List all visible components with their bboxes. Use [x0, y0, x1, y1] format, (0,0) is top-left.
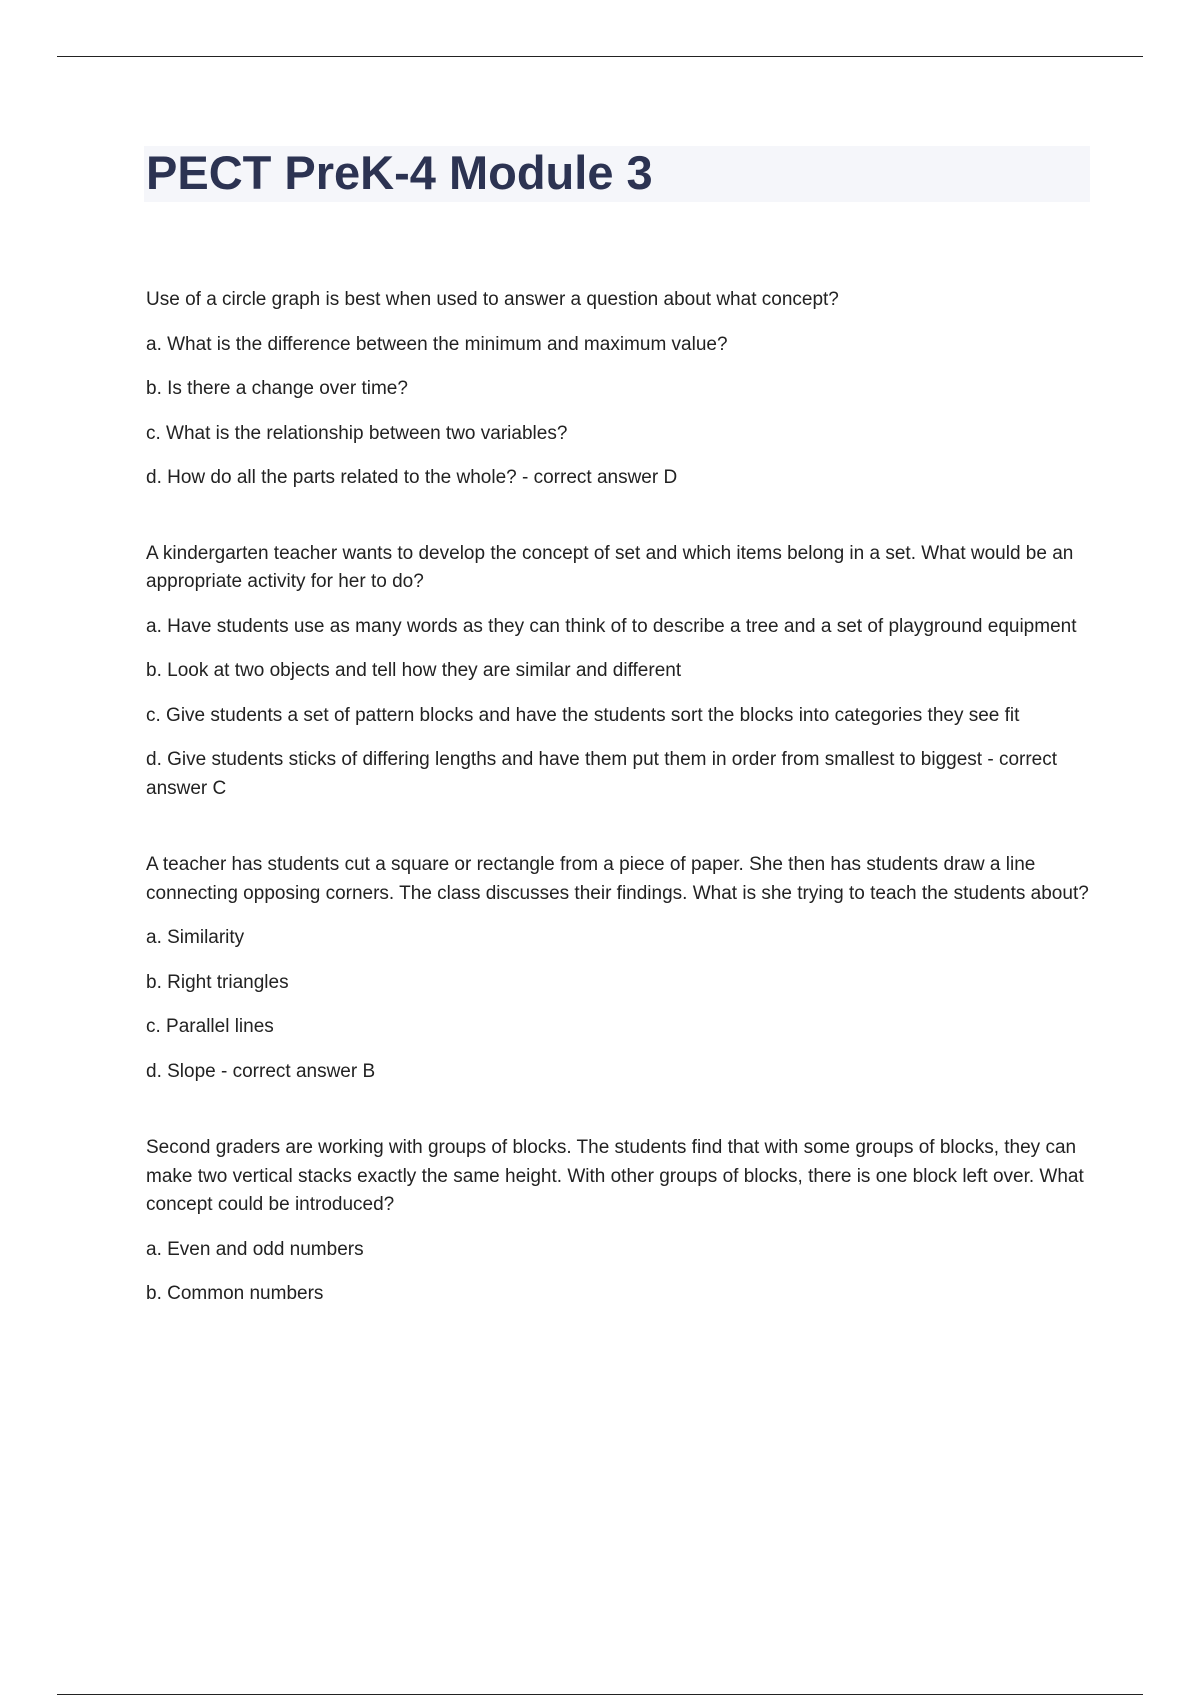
page-title: PECT PreK-4 Module 3 [146, 146, 653, 199]
answer-option-b: b. Right triangles [146, 971, 289, 993]
question-text: A teacher has students cut a square or rectangle from a piece of paper. She then has students draw a line connecting opposing corners. The class discusses their findings. What is she trying to teach the students about? [146, 854, 1089, 904]
question-4 [146, 1134, 1096, 1309]
answer-option-a: a. Similarity [146, 927, 245, 948]
question-list [146, 286, 1096, 1355]
answer-option-b: b. Common numbers [146, 1283, 324, 1304]
bottom-rule [57, 1694, 1143, 1695]
question-2 [146, 540, 1096, 804]
answer-option-d: d. How do all the parts related to the whole? - correct answer D [146, 467, 678, 488]
answer-option-b: b. Look at two objects and tell how they are similar and different [146, 660, 682, 681]
answer-option-c: c. Give students a set of pattern blocks and have the students sort the blocks into categories they see fit [146, 704, 1020, 726]
answer-option-d: d. Slope - correct answer B [146, 1060, 376, 1082]
answer-option-d: d. Give students sticks of differing lengths and have them put them in order from smallest to biggest - correct answer C [146, 749, 1058, 799]
question-text: Use of a circle graph is best when used to answer a question about what concept? [146, 289, 839, 310]
question-text: A kindergarten teacher wants to develop the concept of set and which items belong in a set. What would be an appropriate activity for her to do? [146, 542, 1074, 592]
answer-option-a: a. What is the difference between the minimum and maximum value? [146, 333, 728, 355]
question-3 [146, 851, 1096, 1086]
top-rule [57, 56, 1143, 57]
answer-option-a: a. Even and odd numbers [146, 1238, 364, 1260]
question-1 [146, 286, 1096, 493]
answer-option-b: b. Is there a change over time? [146, 378, 408, 399]
question-text: Second graders are working with groups of blocks. The students find that with some groups of blocks, they can make two vertical stacks exactly the same height. With other groups of blocks, there is one block left over. What concept could be introduced? [146, 1137, 1084, 1215]
answer-option-c: c. Parallel lines [146, 1016, 274, 1037]
answer-option-c: c. What is the relationship between two variables? [146, 422, 568, 444]
answer-option-a: a. Have students use as many words as they can think of to describe a tree and a set of playground equipment [146, 615, 1077, 637]
